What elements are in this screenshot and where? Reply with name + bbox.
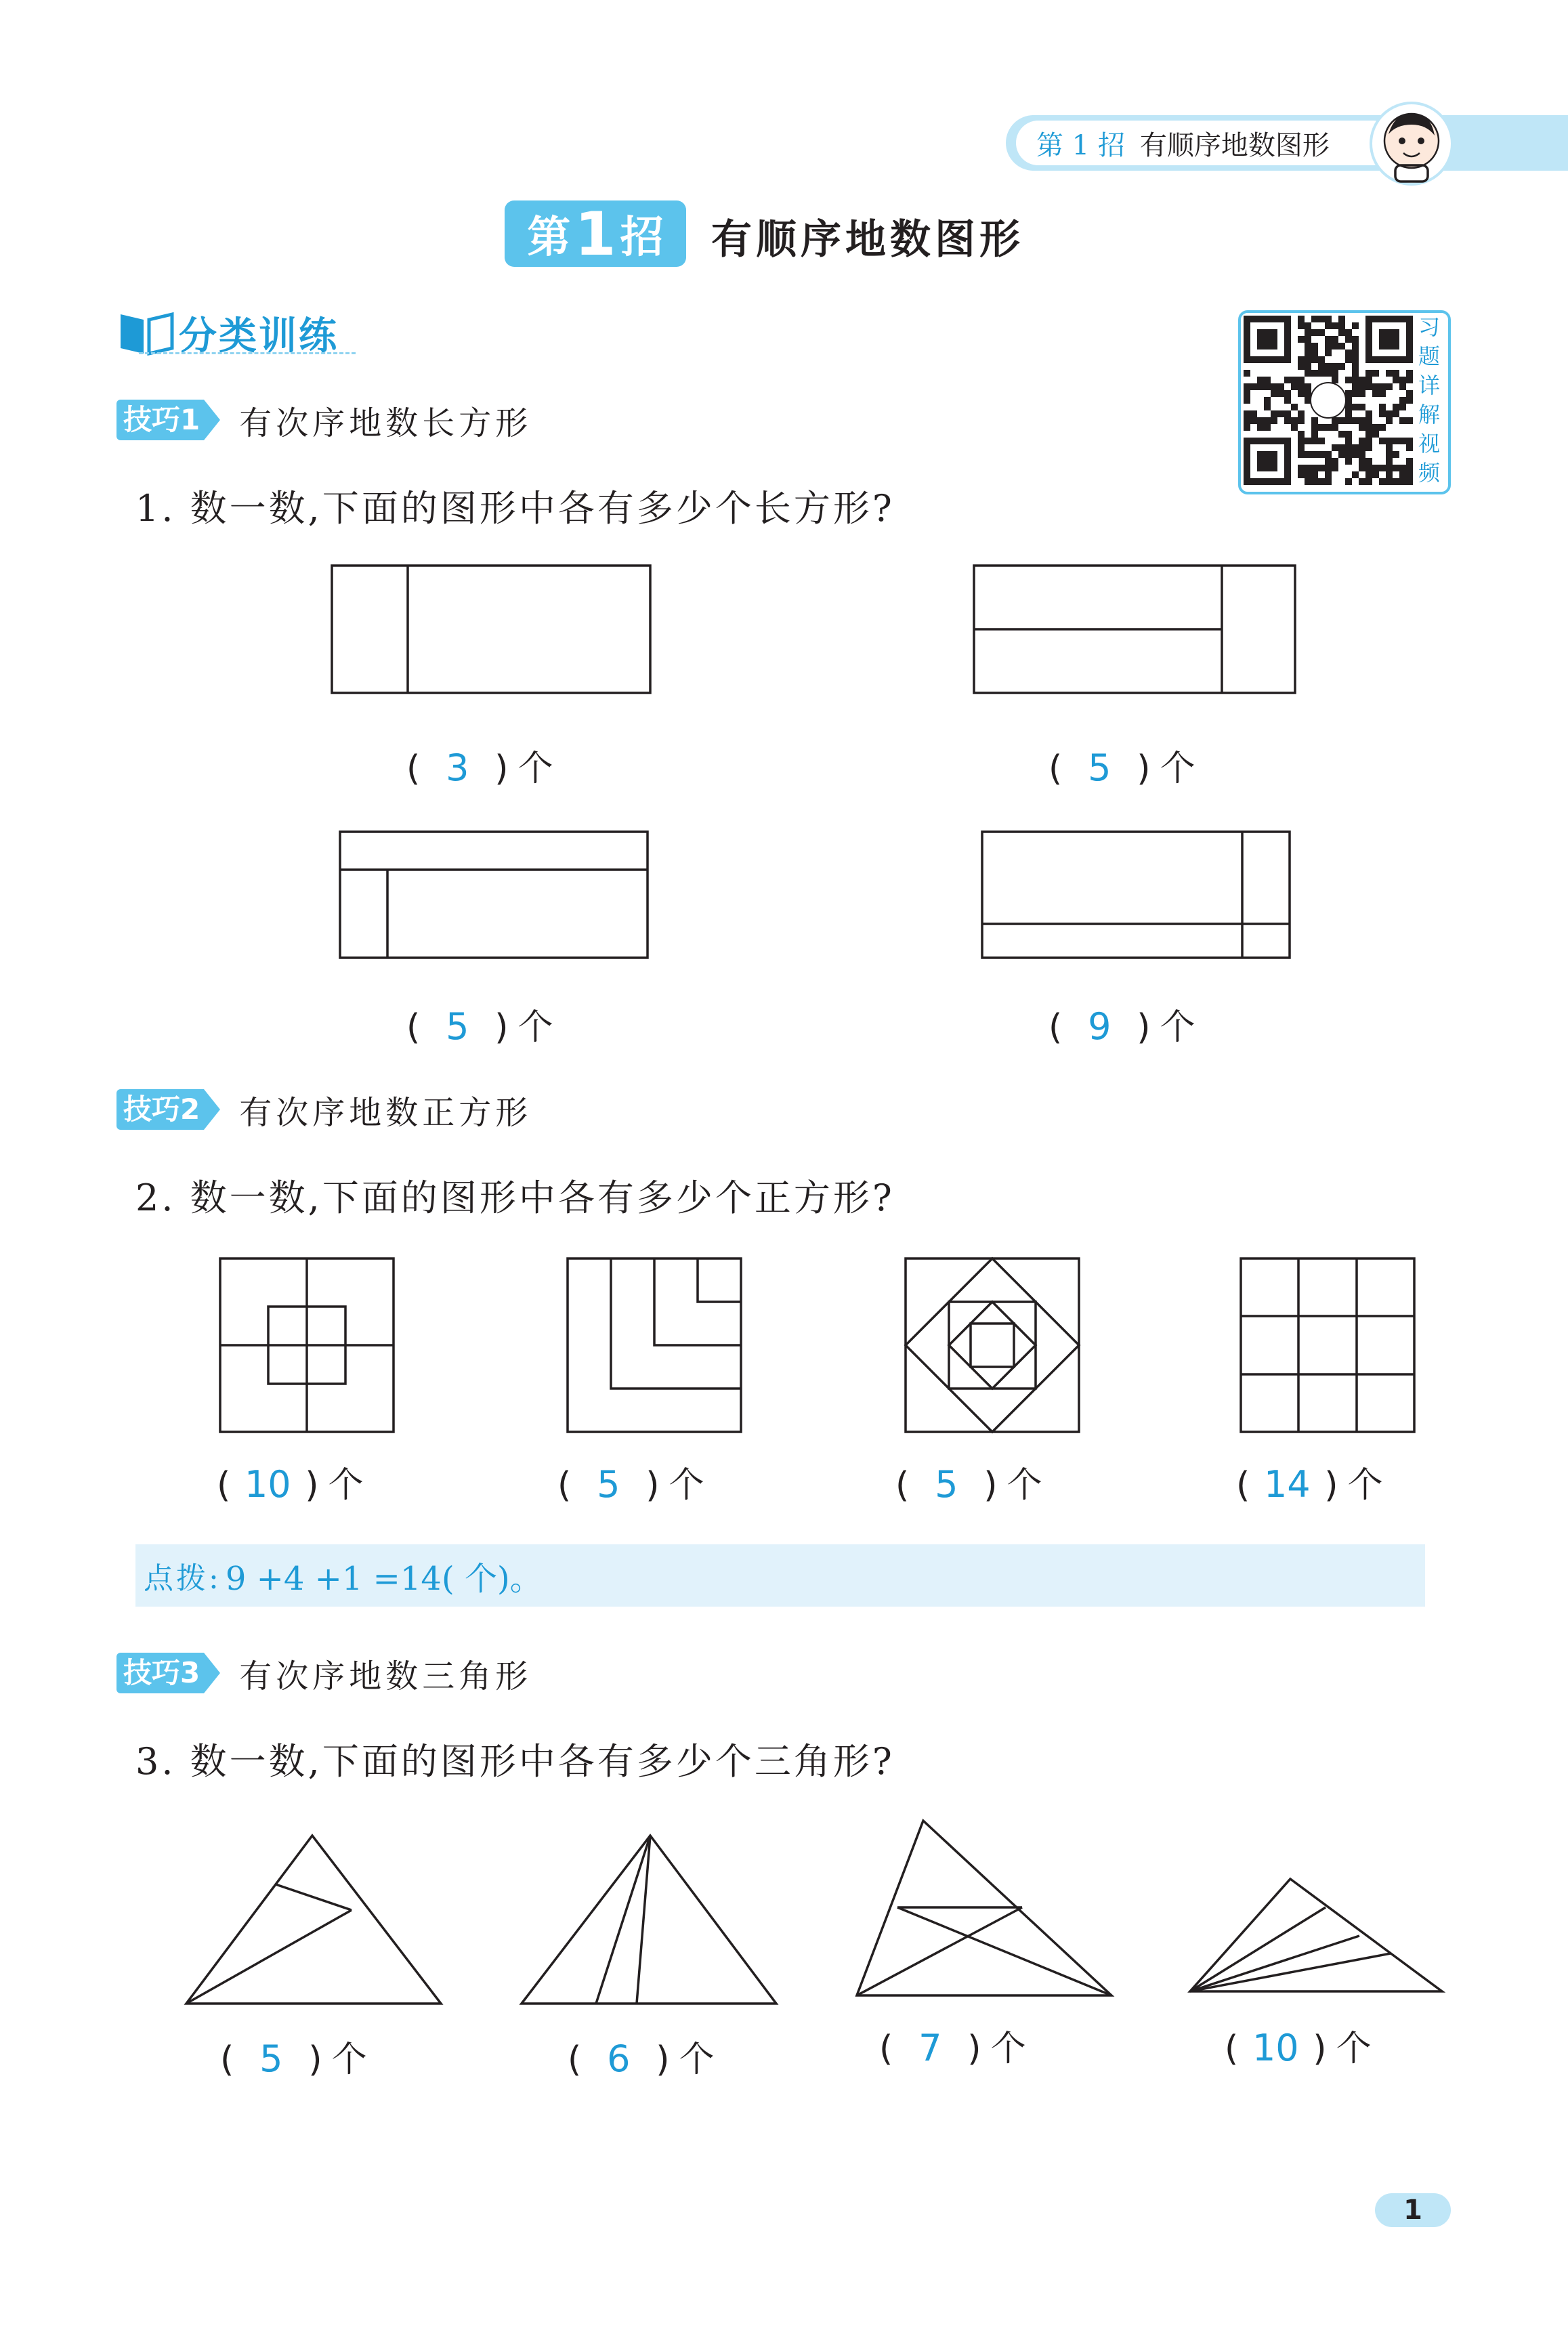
q3-answer-b: ( 6 ) 个 [568,2037,715,2080]
skill-3-heading [116,1653,532,1693]
qr-label [1416,313,1443,488]
answer-value: 10 [244,1463,291,1506]
hint-content: 9 +4 +1 =14( 个)。 [225,1559,543,1598]
qr-label-char: 解 [1418,402,1440,427]
question-3: 3. 数一数,下面的图形中各有多少个三角形? [135,1740,895,1783]
qr-code-icon[interactable] [1244,316,1416,488]
book-icon [116,310,177,356]
rect-figure-a [332,566,650,693]
q1-answer-d: ( 9 ) 个 [1048,1005,1195,1048]
q2-figures [203,1246,1436,1443]
triangle-figure-c [857,1821,1111,1995]
chapter-badge-suffix: 招 [620,213,664,263]
skill-badge: 技巧2 [116,1089,204,1130]
hint-label: 点拨: [144,1561,221,1596]
header-chapter-num: 第 1 招 [1036,129,1125,161]
answer-value: 3 [446,746,469,789]
answer-value: 5 [597,1463,620,1506]
chapter-badge-prefix: 第 [527,213,571,263]
answer-value: 14 [1263,1463,1311,1506]
q2-answer-a: ( 10 ) 个 [217,1463,364,1506]
section-underline [139,352,356,354]
triangle-figure-b [522,1836,776,2004]
answer-value: 5 [935,1463,958,1506]
square-figure-a [220,1258,394,1432]
skill-badge: 技巧3 [116,1653,204,1693]
triangle-figure-d [1190,1879,1442,1991]
q2-answer-b: ( 5 ) 个 [557,1463,704,1506]
badge-arrow [204,400,220,440]
q3-answer-c: ( 7 ) 个 [879,2027,1026,2069]
q1-figures-row2 [325,820,1307,969]
answer-value: 5 [446,1005,469,1048]
chapter-badge-number: 1 [574,198,616,269]
badge-arrow [204,1653,220,1693]
skill-badge: 技巧1 [116,400,204,440]
qr-label-char: 详 [1418,373,1440,398]
skill-1-heading [116,400,532,440]
header-chapter [1016,121,1395,165]
page-title: 有顺序地数图形 [711,216,1024,263]
question-1: 1. 数一数,下面的图形中各有多少个长方形? [135,487,895,530]
skill-title: 有次序地数三角形 [239,1657,532,1695]
rect-figure-d [982,832,1290,958]
answer-value: 10 [1252,2027,1299,2069]
answer-value: 5 [1088,746,1111,789]
square-figure-b [568,1258,741,1432]
qr-label-char: 习 [1418,314,1440,340]
q3-answer-a: ( 5 ) 个 [220,2037,367,2080]
triangle-figure-a [186,1836,441,2004]
page-number: 1 [1375,2193,1451,2227]
square-figure-d [1241,1258,1414,1432]
answer-value: 7 [918,2027,942,2069]
rect-figure-c [340,832,648,958]
rect-figure-b [974,566,1295,693]
qr-label-char: 频 [1418,460,1440,486]
section-heading: 分类训练 [179,314,339,358]
q3-figures [176,1808,1463,2012]
answer-value: 9 [1088,1005,1111,1048]
q1-answer-a: ( 3 ) 个 [406,746,553,789]
skill-2-heading [116,1089,532,1130]
question-2: 2. 数一数,下面的图形中各有多少个正方形? [135,1177,895,1219]
answer-value: 5 [259,2037,283,2080]
q2-answer-d: ( 14 ) 个 [1236,1463,1383,1506]
q2-answer-c: ( 5 ) 个 [895,1463,1042,1506]
q1-answer-c: ( 5 ) 个 [406,1005,553,1048]
badge-arrow [204,1089,220,1130]
answer-value: 6 [607,2037,631,2080]
header-chapter-title: 有顺序地数图形 [1139,129,1330,161]
qr-label-char: 题 [1418,343,1440,369]
skill-title: 有次序地数长方形 [239,404,532,442]
hint-box [135,1544,1425,1607]
skill-title: 有次序地数正方形 [239,1093,532,1132]
q1-answer-b: ( 5 ) 个 [1048,746,1195,789]
chapter-badge [505,200,686,267]
mascot-icon [1368,100,1455,187]
q3-answer-d: ( 10 ) 个 [1225,2027,1372,2069]
q1-figures-row1 [325,555,1307,704]
square-figure-c [906,1258,1079,1432]
qr-label-char: 视 [1418,431,1440,457]
